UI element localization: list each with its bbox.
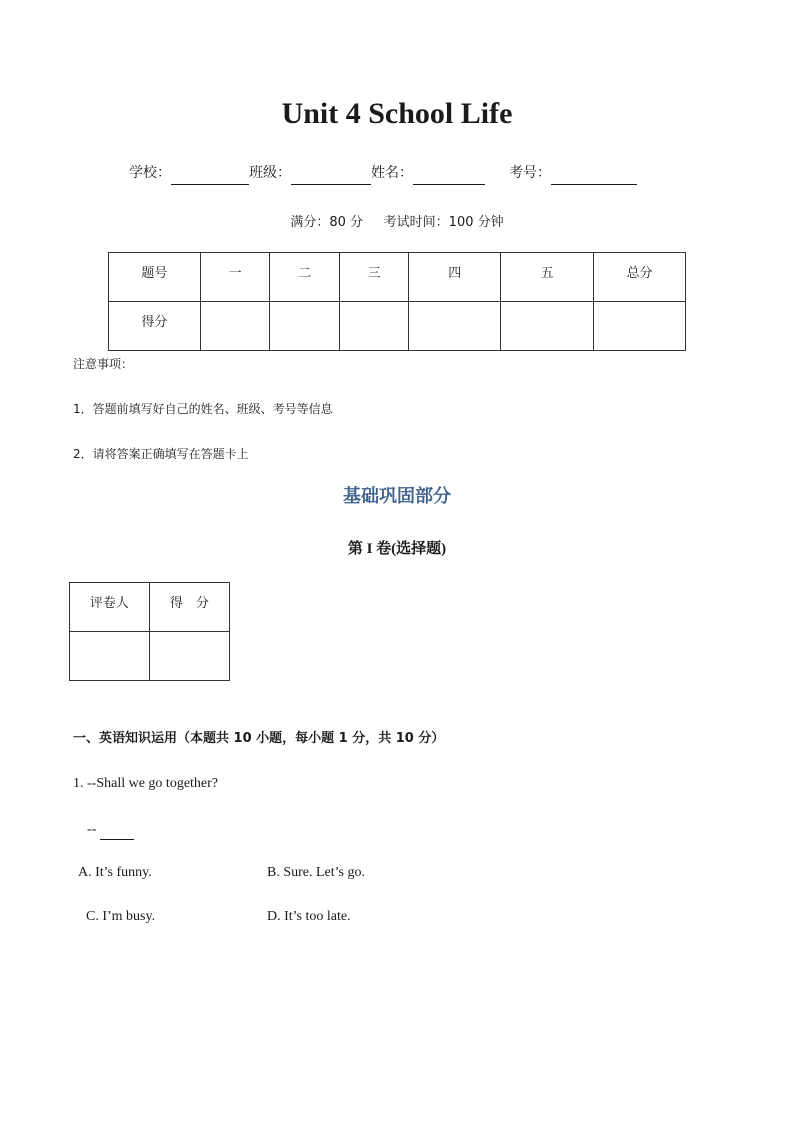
score-cell[interactable] bbox=[339, 302, 409, 351]
score-table-header-cell: 三 bbox=[339, 253, 409, 302]
notes-title: 注意事项： bbox=[73, 357, 134, 371]
score-table bbox=[108, 252, 686, 351]
score-table-header-cell: 五 bbox=[501, 253, 594, 302]
option-d[interactable]: D. It’s too late. bbox=[267, 909, 351, 924]
grader-score-cell[interactable] bbox=[149, 632, 229, 681]
score-cell[interactable] bbox=[270, 302, 340, 351]
option-b[interactable]: B. Sure. Let’s go. bbox=[267, 865, 365, 880]
score-cell[interactable] bbox=[200, 302, 270, 351]
score-table-header-cell: 题号 bbox=[109, 253, 201, 302]
score-table-header-cell: 总分 bbox=[594, 253, 686, 302]
option-a[interactable]: A. It’s funny. bbox=[78, 865, 152, 880]
student-info-line bbox=[129, 161, 637, 185]
section-heading: 基础巩固部分 bbox=[343, 486, 451, 507]
grader-table bbox=[69, 582, 230, 681]
question-response-line bbox=[87, 820, 134, 840]
name-blank[interactable] bbox=[413, 166, 485, 185]
question-stem: 1. --Shall we go together? bbox=[73, 776, 219, 791]
response-prefix: -- bbox=[87, 822, 97, 837]
school-blank[interactable] bbox=[171, 166, 249, 185]
exam-no-label: 考号： bbox=[509, 165, 551, 181]
score-row-label: 得分 bbox=[109, 302, 201, 351]
score-cell[interactable] bbox=[594, 302, 686, 351]
score-table-header-cell: 四 bbox=[409, 253, 501, 302]
document-title: Unit 4 School Life bbox=[281, 97, 513, 130]
score-table-header-cell: 二 bbox=[270, 253, 340, 302]
grader-header-cell: 得 分 bbox=[149, 583, 229, 632]
exam-no-blank[interactable] bbox=[551, 166, 637, 185]
note-item: 1．答题前填写好自己的姓名、班级、考号等信息 bbox=[73, 402, 333, 416]
grader-table-entry-row bbox=[70, 632, 230, 681]
school-label: 学校： bbox=[129, 165, 171, 181]
score-table-header-cell: 一 bbox=[200, 253, 270, 302]
note-item: 2．请将答案正确填写在答题卡上 bbox=[73, 447, 249, 461]
answer-blank[interactable] bbox=[100, 825, 134, 840]
score-cell[interactable] bbox=[501, 302, 594, 351]
score-cell[interactable] bbox=[409, 302, 501, 351]
class-label: 班级： bbox=[249, 165, 291, 181]
volume-title: 第 I 卷(选择题) bbox=[347, 541, 447, 557]
option-c[interactable]: C. I’m busy. bbox=[86, 909, 156, 924]
score-table-header-row bbox=[109, 253, 686, 302]
class-blank[interactable] bbox=[291, 166, 371, 185]
grader-header-cell: 评卷人 bbox=[70, 583, 150, 632]
score-and-time: 满分：80 分 考试时间：100 分钟 bbox=[290, 215, 504, 230]
part-one-title: 一、英语知识运用（本题共 10 小题，每小题 1 分，共 10 分） bbox=[73, 731, 445, 746]
grader-cell[interactable] bbox=[70, 632, 150, 681]
score-table-score-row bbox=[109, 302, 686, 351]
name-label: 姓名： bbox=[371, 165, 413, 181]
grader-table-header-row bbox=[70, 583, 230, 632]
